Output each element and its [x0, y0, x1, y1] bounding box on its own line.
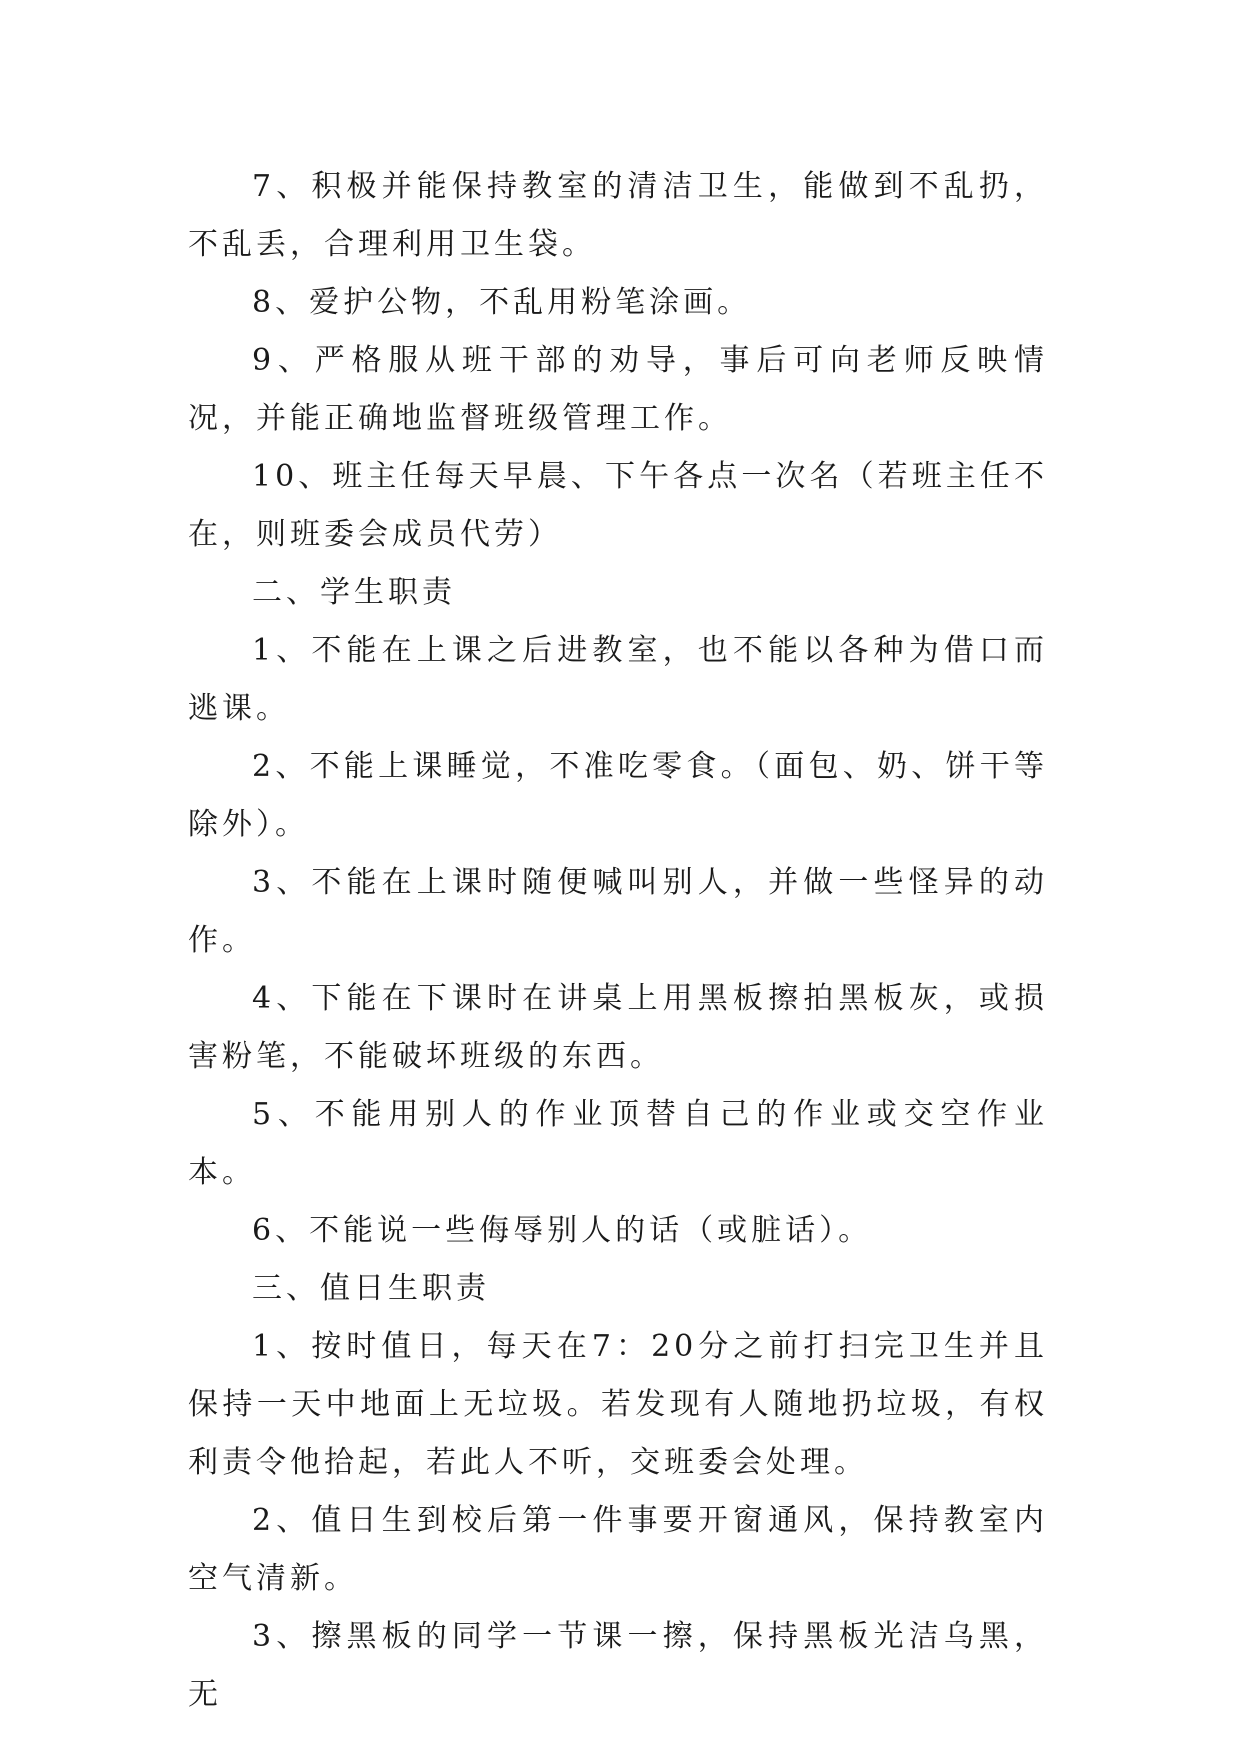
document-body — [188, 158, 1048, 1724]
student-duty-6: 6、不能说一些侮辱别人的话（或脏话）。 — [252, 1213, 873, 1248]
student-duty-4: 4、下能在下课时在讲桌上用黑板擦拍黑板灰，或损害粉笔，不能破坏班级的东西。 — [188, 981, 1048, 1074]
duty-student-3: 3、擦黑板的同学一节课一擦，保持黑板光洁乌黑，无 — [188, 1619, 1048, 1712]
student-duty-1: 1、不能在上课之后进教室，也不能以各种为借口而逃课。 — [188, 633, 1048, 726]
rule-item-9: 9、严格服从班干部的劝导，事后可向老师反映情况，并能正确地监督班级管理工作。 — [188, 343, 1048, 436]
duty-student-1: 1、按时值日，每天在7：20分之前打扫完卫生并且保持一天中地面上无垃圾。若发现有人随地扔垃圾，有权利责令他拾起，若此人不听，交班委会处理。 — [188, 1329, 1048, 1480]
student-duty-2: 2、不能上课睡觉，不准吃零食。（面包、奶、饼干等除外）。 — [188, 749, 1048, 842]
student-duty-5: 5、不能用别人的作业顶替自己的作业或交空作业本。 — [188, 1097, 1048, 1190]
rule-item-8: 8、爱护公物，不乱用粉笔涂画。 — [252, 285, 752, 320]
section-heading-duty-student: 三、值日生职责 — [252, 1271, 490, 1306]
student-duty-3: 3、不能在上课时随便喊叫别人，并做一些怪异的动作。 — [188, 865, 1048, 958]
duty-student-2: 2、值日生到校后第一件事要开窗通风，保持教室内空气清新。 — [188, 1503, 1048, 1596]
rule-item-10: 10、班主任每天早晨、下午各点一次名（若班主任不在，则班委会成员代劳） — [188, 459, 1048, 552]
section-heading-student-duties: 二、学生职责 — [252, 575, 456, 610]
rule-item-7: 7、积极并能保持教室的清洁卫生，能做到不乱扔，不乱丢，合理利用卫生袋。 — [188, 169, 1048, 262]
